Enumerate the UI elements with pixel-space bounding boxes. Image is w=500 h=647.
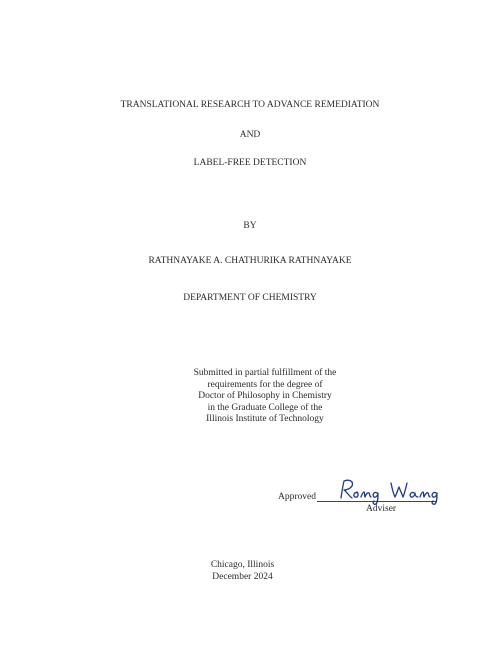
location: Chicago, Illinois [210, 560, 275, 570]
submission-statement [0, 368, 500, 426]
author-name: RATHNAYAKE A. CHATHURIKA RATHNAYAKE [148, 256, 352, 266]
location-date [190, 560, 295, 583]
title-line-2: AND [239, 130, 261, 140]
submission-line: Doctor of Philosophy in Chemistry [198, 391, 332, 401]
submission-line: Illinois Institute of Technology [206, 414, 324, 424]
approved-label: Approved [278, 492, 316, 502]
adviser-signature [335, 478, 443, 506]
submission-line: Submitted in partial fulfillment of the [193, 368, 337, 378]
department-name: DEPARTMENT OF CHEMISTRY [183, 293, 317, 303]
adviser-label: Adviser [366, 504, 397, 514]
title-line-1: TRANSLATIONAL RESEARCH TO ADVANCE REMEDIATION [120, 100, 380, 110]
submission-line: in the Graduate College of the [207, 402, 323, 413]
by-label: BY [243, 221, 257, 231]
title-line-3: LABEL-FREE DETECTION [193, 158, 307, 168]
submission-line: requirements for the degree of [207, 379, 323, 390]
date: December 2024 [212, 571, 273, 582]
